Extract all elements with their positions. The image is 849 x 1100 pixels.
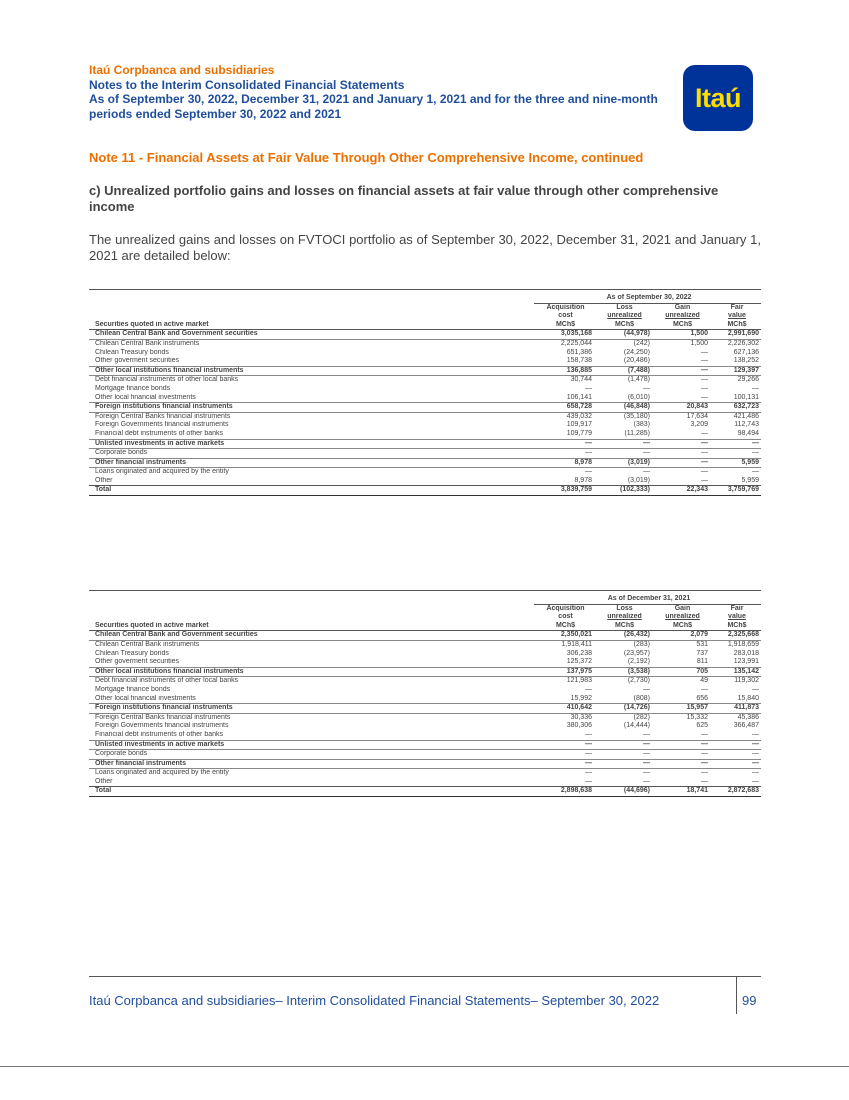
cell-value: (6,010) bbox=[594, 394, 652, 403]
cell-value: (2,192) bbox=[594, 658, 652, 667]
row-label: Unlisted investments in active markets bbox=[89, 439, 534, 449]
cell-value: — bbox=[534, 439, 594, 449]
col-loss-2: unrealized bbox=[607, 312, 642, 320]
cell-value: — bbox=[534, 759, 594, 769]
table-row bbox=[89, 677, 761, 686]
cell-value: 20,843 bbox=[652, 403, 710, 413]
table-row bbox=[89, 713, 761, 722]
table-sept-2022 bbox=[89, 289, 761, 496]
row-label: Other bbox=[95, 777, 113, 785]
cell-value: — bbox=[701, 376, 708, 384]
cell-value: (14,444) bbox=[623, 722, 650, 730]
cell-value: (23,957) bbox=[623, 649, 650, 657]
total-label: Total bbox=[89, 787, 534, 797]
cell-value: 106,141 bbox=[534, 394, 594, 403]
cell-value: 8,978 bbox=[534, 458, 594, 468]
unit: MCh$ bbox=[710, 622, 761, 631]
cell-value: 3,209 bbox=[690, 421, 708, 429]
cell-value: 2,325,668 bbox=[710, 631, 761, 641]
cell-value: 49 bbox=[700, 677, 708, 685]
table-row bbox=[89, 330, 761, 340]
row-label: Loans originated and acquired by the entity bbox=[95, 468, 229, 476]
table-row bbox=[89, 650, 761, 659]
col-acquisition-2: cost bbox=[558, 312, 573, 320]
period-header: As of September 30, 2022 bbox=[534, 294, 761, 303]
table-row bbox=[89, 686, 761, 695]
cell-value: 1,500 bbox=[652, 330, 710, 340]
table-row bbox=[89, 385, 761, 394]
cell-value: 306,238 bbox=[566, 649, 592, 657]
cell-value: 29,266 bbox=[737, 376, 759, 384]
col-gain-2: unrealized bbox=[665, 312, 700, 320]
cell-value: 625 bbox=[696, 722, 708, 730]
col-fair: Fair bbox=[730, 303, 744, 311]
cell-value: — bbox=[652, 740, 710, 750]
cell-value: — bbox=[643, 685, 650, 693]
cell-value: — bbox=[652, 430, 710, 439]
cell-value: 531 bbox=[696, 640, 708, 648]
row-label: Mortgage finance bonds bbox=[95, 685, 171, 693]
table-row bbox=[89, 430, 761, 439]
total-label: Total bbox=[89, 486, 534, 496]
cell-value: — bbox=[652, 750, 710, 760]
total-value: 2,872,683 bbox=[710, 787, 761, 797]
footer-text: Itaú Corpbanca and subsidiaries– Interim Consolidated Financial Statements– September 30, 2022 bbox=[89, 993, 660, 1008]
cell-value: 410,642 bbox=[534, 704, 594, 714]
row-label: Foreign Central Banks financial instruments bbox=[95, 713, 231, 721]
table-row bbox=[89, 421, 761, 430]
cell-value: — bbox=[752, 468, 759, 476]
cell-value: 632,723 bbox=[710, 403, 761, 413]
cell-value: 8,978 bbox=[574, 476, 592, 484]
cell-value: — bbox=[752, 769, 759, 777]
col-gain: Gain bbox=[674, 604, 691, 612]
header-company: Itaú Corpbanca and subsidiaries bbox=[89, 63, 275, 77]
cell-value: — bbox=[710, 731, 761, 740]
cell-value: 109,779 bbox=[534, 430, 594, 439]
row-label: Other local financial investments bbox=[89, 394, 534, 403]
period-header: As of December 31, 2021 bbox=[534, 595, 761, 604]
row-label: Other goverment securities bbox=[89, 357, 534, 366]
cell-value: 15,332 bbox=[686, 713, 708, 721]
row-label: Chilean Treasury bonds bbox=[95, 649, 169, 657]
page-bottom-rule bbox=[0, 1066, 849, 1067]
cell-value: — bbox=[652, 366, 710, 376]
cell-value: 136,885 bbox=[534, 366, 594, 376]
row-label: Other bbox=[95, 476, 113, 484]
col-gain-2: unrealized bbox=[665, 613, 700, 621]
col-fair-2: value bbox=[728, 613, 746, 621]
cell-value: — bbox=[534, 740, 594, 750]
cell-value: — bbox=[652, 458, 710, 468]
cell-value: — bbox=[594, 449, 652, 459]
cell-value: 17,634 bbox=[686, 412, 708, 420]
total-value: 2,898,638 bbox=[534, 787, 594, 797]
unit: MCh$ bbox=[534, 622, 594, 631]
table-row bbox=[89, 778, 761, 787]
page-number: 99 bbox=[742, 993, 757, 1008]
cell-value: 15,957 bbox=[652, 704, 710, 714]
total-value: (44,696) bbox=[594, 787, 652, 797]
cell-value: (20,486) bbox=[594, 357, 652, 366]
table-row bbox=[89, 631, 761, 641]
cell-value: — bbox=[701, 348, 708, 356]
section-title: c) Unrealized portfolio gains and losses on financial assets at fair value through other comprehensive income bbox=[89, 183, 719, 214]
unit: MCh$ bbox=[594, 321, 652, 330]
row-label: Financial debt instruments of other banks bbox=[89, 430, 534, 439]
row-header: Securities quoted in active market bbox=[89, 622, 534, 631]
col-loss: Loss bbox=[616, 604, 633, 612]
cell-value: — bbox=[710, 759, 761, 769]
total-value: 18,741 bbox=[652, 787, 710, 797]
cell-value: 3,035,168 bbox=[534, 330, 594, 340]
cell-value: 705 bbox=[652, 667, 710, 677]
row-label: Foreign Governments financial instruments bbox=[95, 421, 229, 429]
col-acquisition: Acquisition bbox=[546, 303, 585, 311]
cell-value: (383) bbox=[633, 421, 650, 429]
cell-value: — bbox=[643, 468, 650, 476]
cell-value: (35,180) bbox=[623, 412, 650, 420]
cell-value: 5,959 bbox=[741, 476, 759, 484]
cell-value: 283,018 bbox=[733, 649, 759, 657]
col-acquisition-2: cost bbox=[558, 613, 573, 621]
cell-value: (26,432) bbox=[594, 631, 652, 641]
table-row bbox=[89, 376, 761, 385]
table-row bbox=[89, 640, 761, 649]
cell-value: 2,079 bbox=[652, 631, 710, 641]
row-label: Chilean Central Bank and Government securities bbox=[89, 631, 534, 641]
col-loss-2: unrealized bbox=[607, 613, 642, 621]
cell-value: 129,397 bbox=[710, 366, 761, 376]
cell-value: — bbox=[594, 439, 652, 449]
cell-value: 98,494 bbox=[710, 430, 761, 439]
unit: MCh$ bbox=[710, 321, 761, 330]
header-dates: As of September 30, 2022, December 31, 2021 and January 1, 2021 and for the three and nine-month periods ended September 30, 2022 and 2021 bbox=[89, 92, 658, 121]
row-label: Corporate bonds bbox=[89, 750, 534, 760]
table-row bbox=[89, 339, 761, 348]
cell-value: — bbox=[701, 476, 708, 484]
total-value: 3,839,759 bbox=[534, 486, 594, 496]
cell-value: 658,728 bbox=[534, 403, 594, 413]
cell-value: 30,336 bbox=[570, 713, 592, 721]
cell-value: — bbox=[752, 777, 759, 785]
cell-value: (1,478) bbox=[627, 376, 650, 384]
total-row bbox=[89, 486, 761, 496]
table-row bbox=[89, 759, 761, 769]
cell-value: — bbox=[594, 731, 652, 740]
footer-rule bbox=[89, 976, 761, 977]
cell-value: (283) bbox=[633, 640, 650, 648]
logo-text: Itaú bbox=[694, 83, 741, 113]
row-label: Unlisted investments in active markets bbox=[89, 740, 534, 750]
cell-value: 15,992 bbox=[534, 695, 594, 704]
cell-value: 737 bbox=[696, 649, 708, 657]
table-row bbox=[89, 394, 761, 403]
row-label: Chilean Central Bank instruments bbox=[95, 640, 200, 648]
cell-value: 651,386 bbox=[566, 348, 592, 356]
cell-value: — bbox=[585, 384, 592, 392]
cell-value: 137,975 bbox=[534, 667, 594, 677]
cell-value: (14,726) bbox=[594, 704, 652, 714]
cell-value: 5,959 bbox=[710, 458, 761, 468]
cell-value: 2,226,302 bbox=[727, 339, 759, 347]
intro-paragraph: The unrealized gains and losses on FVTOCI portfolio as of September 30, 2022, December 31, 2021 and January 1, 2021 are detailed below: bbox=[89, 232, 761, 263]
table-row bbox=[89, 667, 761, 677]
table-row bbox=[89, 439, 761, 449]
row-label: Chilean Central Bank and Government securities bbox=[89, 330, 534, 340]
row-label: Debt financial instruments of other local banks bbox=[95, 376, 239, 384]
col-loss: Loss bbox=[616, 303, 633, 311]
table-row bbox=[89, 449, 761, 459]
cell-value: 439,032 bbox=[566, 412, 592, 420]
row-label: Loans originated and acquired by the entity bbox=[95, 769, 229, 777]
cell-value: 811 bbox=[652, 658, 710, 667]
note-title: Note 11 - Financial Assets at Fair Value Through Other Comprehensive Income, continued bbox=[89, 150, 644, 165]
cell-value: — bbox=[594, 750, 652, 760]
cell-value: 2,350,021 bbox=[534, 631, 594, 641]
cell-value: 30,744 bbox=[570, 376, 592, 384]
cell-value: 123,991 bbox=[710, 658, 761, 667]
row-label: Foreign institutions financial instruments bbox=[89, 704, 534, 714]
table-row bbox=[89, 750, 761, 760]
col-fair-2: value bbox=[728, 312, 746, 320]
table-row bbox=[89, 349, 761, 358]
cell-value: (3,019) bbox=[627, 476, 650, 484]
cell-value: — bbox=[701, 468, 708, 476]
table-row bbox=[89, 403, 761, 413]
cell-value: — bbox=[594, 759, 652, 769]
cell-value: — bbox=[710, 750, 761, 760]
cell-value: — bbox=[752, 384, 759, 392]
table-row bbox=[89, 458, 761, 468]
cell-value: — bbox=[652, 759, 710, 769]
cell-value: — bbox=[534, 731, 594, 740]
cell-value: — bbox=[534, 750, 594, 760]
cell-value: 1,918,411 bbox=[561, 640, 592, 648]
cell-value: — bbox=[710, 439, 761, 449]
row-label: Chilean Central Bank instruments bbox=[95, 339, 200, 347]
cell-value: — bbox=[652, 439, 710, 449]
unit: MCh$ bbox=[594, 622, 652, 631]
row-label: Foreign Central Banks financial instruments bbox=[95, 412, 231, 420]
row-label: Other goverment securities bbox=[89, 658, 534, 667]
cell-value: 100,131 bbox=[710, 394, 761, 403]
cell-value: 138,252 bbox=[710, 357, 761, 366]
cell-value: — bbox=[710, 449, 761, 459]
row-label: Other local institutions financial instruments bbox=[89, 366, 534, 376]
total-row bbox=[89, 787, 761, 797]
cell-value: 1,500 bbox=[690, 339, 708, 347]
total-value: 3,759,769 bbox=[710, 486, 761, 496]
cell-value: 109,917 bbox=[566, 421, 592, 429]
table-row bbox=[89, 366, 761, 376]
table-row bbox=[89, 468, 761, 477]
cell-value: — bbox=[594, 740, 652, 750]
cell-value: (7,488) bbox=[594, 366, 652, 376]
table-row bbox=[89, 769, 761, 778]
cell-value: (2,730) bbox=[627, 677, 650, 685]
cell-value: — bbox=[585, 769, 592, 777]
cell-value: 411,873 bbox=[710, 704, 761, 714]
cell-value: 121,983 bbox=[566, 677, 592, 685]
cell-value: 1,918,659 bbox=[727, 640, 759, 648]
col-gain: Gain bbox=[674, 303, 691, 311]
cell-value: — bbox=[701, 777, 708, 785]
cell-value: — bbox=[643, 769, 650, 777]
row-label: Other local financial investments bbox=[89, 695, 534, 704]
cell-value: 656 bbox=[652, 695, 710, 704]
row-label: Foreign institutions financial instruments bbox=[89, 403, 534, 413]
cell-value: 15,840 bbox=[710, 695, 761, 704]
cell-value: (24,250) bbox=[623, 348, 650, 356]
cell-value: 112,743 bbox=[734, 421, 759, 429]
row-label: Corporate bonds bbox=[89, 449, 534, 459]
cell-value: (808) bbox=[594, 695, 652, 704]
table-row bbox=[89, 357, 761, 366]
row-label: Other financial instruments bbox=[89, 759, 534, 769]
cell-value: 366,487 bbox=[733, 722, 759, 730]
cell-value: — bbox=[643, 384, 650, 392]
cell-value: (282) bbox=[633, 713, 650, 721]
cell-value: (11,285) bbox=[594, 430, 652, 439]
table-row bbox=[89, 731, 761, 740]
cell-value: — bbox=[643, 777, 650, 785]
table-row bbox=[89, 722, 761, 731]
row-label: Debt financial instruments of other local banks bbox=[95, 677, 239, 685]
cell-value: — bbox=[534, 449, 594, 459]
document-header bbox=[89, 63, 659, 121]
cell-value: — bbox=[585, 468, 592, 476]
cell-value: (3,019) bbox=[594, 458, 652, 468]
cell-value: 45,386 bbox=[737, 713, 759, 721]
cell-value: — bbox=[652, 731, 710, 740]
header-subtitle: Notes to the Interim Consolidated Financial Statements bbox=[89, 77, 405, 92]
total-value: (102,333) bbox=[594, 486, 652, 496]
cell-value: 119,302 bbox=[734, 677, 759, 685]
row-header: Securities quoted in active market bbox=[89, 321, 534, 330]
cell-value: 2,225,044 bbox=[560, 339, 592, 347]
unit: MCh$ bbox=[534, 321, 594, 330]
col-fair: Fair bbox=[730, 604, 744, 612]
cell-value: (3,538) bbox=[594, 667, 652, 677]
row-label: Financial debt instruments of other banks bbox=[89, 731, 534, 740]
cell-value: — bbox=[701, 769, 708, 777]
unit: MCh$ bbox=[652, 321, 710, 330]
cell-value: — bbox=[701, 384, 708, 392]
table-row bbox=[89, 695, 761, 704]
cell-value: 135,142 bbox=[710, 667, 761, 677]
table-row bbox=[89, 740, 761, 750]
cell-value: (44,978) bbox=[594, 330, 652, 340]
row-label: Other financial instruments bbox=[89, 458, 534, 468]
cell-value: — bbox=[752, 685, 759, 693]
col-acquisition: Acquisition bbox=[546, 604, 585, 612]
table-row bbox=[89, 704, 761, 714]
table-row bbox=[89, 658, 761, 667]
page-number-separator bbox=[736, 976, 737, 1014]
cell-value: 158,738 bbox=[534, 357, 594, 366]
row-label: Chilean Treasury bonds bbox=[95, 348, 169, 356]
row-label: Other local institutions financial instruments bbox=[89, 667, 534, 677]
row-label: Mortgage finance bonds bbox=[95, 384, 171, 392]
cell-value: — bbox=[585, 777, 592, 785]
total-value: 22,343 bbox=[652, 486, 710, 496]
cell-value: — bbox=[652, 449, 710, 459]
cell-value: — bbox=[585, 685, 592, 693]
cell-value: 627,136 bbox=[733, 348, 759, 356]
cell-value: 380,306 bbox=[566, 722, 592, 730]
table-row bbox=[89, 412, 761, 421]
itau-logo bbox=[683, 65, 753, 131]
cell-value: (46,848) bbox=[594, 403, 652, 413]
row-label: Foreign Governments financial instruments bbox=[95, 722, 229, 730]
cell-value: 421,486 bbox=[733, 412, 759, 420]
cell-value: — bbox=[652, 394, 710, 403]
unit: MCh$ bbox=[652, 622, 710, 631]
cell-value: 2,991,690 bbox=[710, 330, 761, 340]
cell-value: — bbox=[701, 685, 708, 693]
table-dec-2021 bbox=[89, 590, 761, 797]
cell-value: (242) bbox=[633, 339, 650, 347]
cell-value: 125,372 bbox=[534, 658, 594, 667]
table-row bbox=[89, 477, 761, 486]
cell-value: — bbox=[652, 357, 710, 366]
cell-value: — bbox=[710, 740, 761, 750]
